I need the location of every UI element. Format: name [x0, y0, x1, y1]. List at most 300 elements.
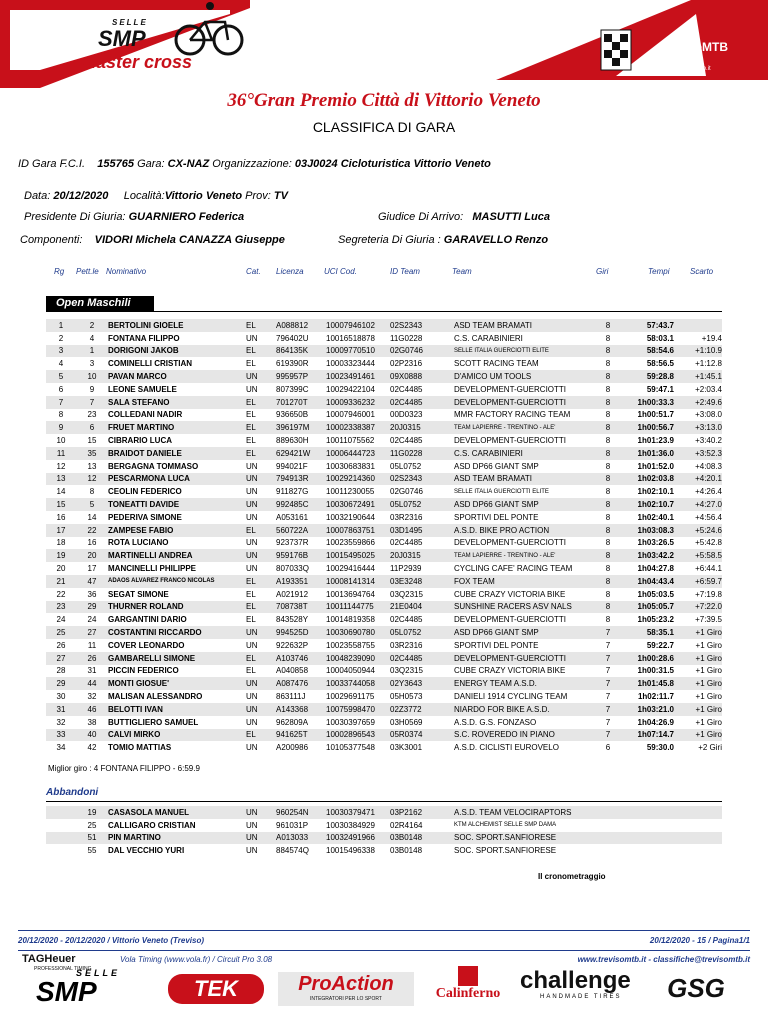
- footer-divider-top: [18, 930, 750, 931]
- cell-gap: +7:39.5: [695, 615, 722, 625]
- cell-license: 995957P: [276, 370, 326, 383]
- sponsor-tek: TEK: [168, 974, 264, 1004]
- cell-uci-code: 10002896543: [326, 729, 390, 742]
- cell-rank: 14: [56, 487, 66, 497]
- cell-time: 1h02:03.8: [620, 473, 674, 486]
- cell-time: 1h00:28.6: [620, 652, 674, 665]
- cell-uci-code: 10007946102: [326, 319, 390, 332]
- result-row: [46, 370, 722, 383]
- result-row: [46, 345, 722, 358]
- cell-team: ASD DP66 GIANT SMP: [454, 626, 596, 639]
- cell-team: DEVELOPMENT-GUERCIOTTI: [454, 384, 567, 394]
- cell-name: BRAIDOT DANIELE: [108, 447, 246, 460]
- cell-team: SUNSHINE RACERS ASV NALS: [454, 601, 596, 614]
- cell-team-id: 02G0746: [390, 345, 454, 358]
- cell-license: 796402U: [276, 333, 309, 343]
- cell-team-id: 02Z3772: [390, 703, 454, 716]
- id-gara-label: ID Gara F.C.I.: [18, 158, 86, 170]
- cell-cat: UN: [246, 846, 258, 856]
- gara-value: CX-NAZ: [167, 158, 210, 170]
- cell-license: 994021F: [276, 461, 308, 471]
- cell-cat: EL: [246, 652, 276, 665]
- cell-rank: 23: [46, 601, 76, 614]
- cell-team-id: 09X0888: [390, 370, 454, 383]
- result-row: [46, 460, 722, 473]
- cell-cat: EL: [246, 589, 256, 599]
- cell-laps: 8: [605, 359, 611, 369]
- cell-time: 1h02:10.1: [637, 487, 674, 497]
- cell-bib: 7: [76, 396, 108, 409]
- cell-team-id: 11P2939: [390, 564, 422, 574]
- cell-team: DEVELOPMENT-GUERCIOTTI: [454, 436, 567, 446]
- cell-time: 58:35.1: [620, 626, 674, 639]
- cell-laps: 8: [596, 421, 620, 434]
- result-row: [46, 537, 722, 550]
- col-nominativo: Nominativo: [106, 267, 147, 276]
- cell-bib: 2: [76, 319, 108, 332]
- cell-team: DEVELOPMENT-GUERCIOTTI: [454, 396, 596, 409]
- cell-name: ZAMPESE FABIO: [108, 524, 246, 537]
- cell-uci-code: 10009336232: [326, 396, 390, 409]
- cell-laps: 8: [605, 538, 611, 548]
- cell-cat: EL: [246, 345, 276, 358]
- cell-time: 1h07:14.7: [620, 729, 674, 742]
- cell-time: 1h00:33.3: [620, 396, 674, 409]
- cell-team: A.S.D. TEAM VELOCIRAPTORS: [454, 806, 596, 819]
- abbandono-row: [46, 819, 722, 832]
- cell-time: 59:47.1: [646, 384, 674, 394]
- cell-cat: EL: [246, 436, 256, 446]
- cell-license: 560722A: [276, 524, 326, 537]
- cell-gap: +4:20.1: [674, 473, 722, 486]
- cell-license: A088812: [276, 319, 326, 332]
- cell-rank: [46, 806, 76, 819]
- cell-name: MANCINELLI PHILIPPE: [108, 564, 197, 574]
- cell-time: 1h03:26.5: [637, 538, 674, 548]
- cell-license: 619390R: [276, 359, 309, 369]
- logo-selle-text: SELLE: [112, 18, 148, 27]
- cell-bib: 14: [87, 512, 97, 522]
- cell-bib: 16: [87, 538, 97, 548]
- cell-bib: 15: [87, 436, 97, 446]
- cell-license: 960254N: [276, 806, 326, 819]
- cell-license: A013033: [276, 832, 326, 845]
- cell-uci-code: 10004050944: [326, 666, 375, 676]
- cell-gap: [674, 844, 722, 857]
- cell-gap: +1 Giro: [695, 666, 722, 676]
- cell-cat: EL: [246, 729, 276, 742]
- cell-bib: 35: [76, 447, 108, 460]
- footer-divider-bottom: [18, 950, 750, 951]
- cell-bib: 42: [87, 743, 97, 753]
- cell-uci-code: 10030690780: [326, 626, 390, 639]
- cell-laps: [596, 819, 620, 832]
- cell-name: CALLIGARO CRISTIAN: [108, 820, 196, 830]
- result-row: [46, 511, 722, 524]
- cell-uci-code: 10015495025: [326, 549, 390, 562]
- cell-team: CUBE CRAZY VICTORIA BIKE: [454, 666, 566, 676]
- sponsor-challenge: [520, 968, 650, 1008]
- cell-gap: +1 Giro: [674, 626, 722, 639]
- cell-team-id: 00D0323: [390, 410, 423, 420]
- best-lap: Miglior giro : 4 FONTANA FILIPPO - 6:59.9: [48, 764, 200, 773]
- sponsor-calinferno: [422, 966, 514, 1008]
- cell-license: A200986: [276, 743, 309, 753]
- cell-bib: 23: [87, 410, 97, 420]
- localita-label: Località:: [123, 190, 165, 202]
- cell-bib: 46: [76, 703, 108, 716]
- cell-rank: 2: [58, 333, 64, 343]
- cell-uci-code: 10023559866: [326, 538, 375, 548]
- page-subtitle: CLASSIFICA DI GARA: [312, 119, 456, 135]
- cell-rank: 7: [46, 396, 76, 409]
- cell-license: 708738T: [276, 601, 326, 614]
- cell-cat: UN: [246, 384, 258, 394]
- cell-cat: UN: [246, 677, 276, 690]
- cell-rank: 3: [46, 345, 76, 358]
- cell-laps: 8: [605, 615, 611, 625]
- cell-bib: 51: [76, 832, 108, 845]
- cell-rank: 24: [56, 615, 66, 625]
- cell-rank: 19: [46, 549, 76, 562]
- cell-license: 994525D: [276, 626, 326, 639]
- result-row: [46, 485, 722, 498]
- cell-bib: 24: [87, 615, 97, 625]
- cell-gap: +1:45.1: [674, 370, 722, 383]
- cell-gap: +4:26.4: [695, 487, 722, 497]
- cell-time: [620, 806, 674, 819]
- cell-cat: UN: [246, 549, 276, 562]
- cell-rank: 33: [46, 729, 76, 742]
- cell-laps: 8: [596, 549, 620, 562]
- cell-name: ROTA LUCIANO: [108, 538, 169, 548]
- cell-gap: +2:49.6: [674, 396, 722, 409]
- sponsor-proaction-text: ProAction: [298, 973, 394, 995]
- cell-name: MALISAN ALESSANDRO: [108, 692, 203, 701]
- cell-uci-code: 10048239090: [326, 652, 390, 665]
- abbandono-row: [46, 844, 722, 857]
- cell-bib: 17: [87, 564, 97, 574]
- cell-team: A.S.D. CICLISTI EUROVELO: [454, 743, 559, 753]
- result-row: [46, 741, 722, 754]
- cell-time: 1h03:21.0: [620, 703, 674, 716]
- cell-time: 1h00:56.7: [620, 421, 674, 434]
- cell-rank: 29: [46, 677, 76, 690]
- cell-license: 962809A: [276, 717, 309, 727]
- cell-team: DEVELOPMENT-GUERCIOTTI: [454, 538, 567, 548]
- cell-rank: [46, 819, 76, 832]
- cell-bib: 47: [76, 575, 108, 588]
- cell-name: FRUET MARTINO: [108, 421, 246, 434]
- sponsor-proaction-sub: INTEGRATORI PER LO SPORT: [310, 996, 382, 1002]
- cell-bib: 31: [87, 666, 97, 676]
- cell-name: GAMBARELLI SIMONE: [108, 652, 246, 665]
- cell-gap: [674, 819, 722, 832]
- cell-license: A103746: [276, 652, 326, 665]
- footer-timing: Vola Timing (www.vola.fr) / Circuit Pro 3.08: [120, 955, 273, 964]
- cell-laps: 8: [596, 498, 620, 511]
- cell-license: 889630H: [276, 436, 309, 446]
- abbandoni-title: Abbandoni: [46, 787, 99, 798]
- cell-uci-code: 10075998470: [326, 703, 390, 716]
- cell-uci-code: 10011075562: [326, 436, 375, 446]
- category-title: Open Maschili: [46, 296, 154, 311]
- cell-gap: +1 Giro: [695, 692, 722, 701]
- cell-team-id: 02P2316: [390, 359, 423, 369]
- cell-gap: +1 Giro: [674, 703, 722, 716]
- cell-gap: +5:58.5: [674, 549, 722, 562]
- cell-gap: +7:22.0: [674, 601, 722, 614]
- cell-cat: EL: [246, 666, 256, 676]
- cell-time: 1h05:03.5: [637, 589, 674, 599]
- cell-team-id: 03B0148: [390, 846, 423, 856]
- cell-rank: 31: [46, 703, 76, 716]
- cell-license: 629421W: [276, 447, 326, 460]
- cell-license: 864135K: [276, 345, 326, 358]
- cell-time: 58:56.5: [646, 359, 674, 369]
- cell-name: PEDERIVA SIMONE: [108, 512, 182, 522]
- cell-team: DANIELI 1914 CYCLING TEAM: [454, 692, 568, 701]
- cell-time: 1h02:10.7: [620, 498, 674, 511]
- cell-name: PAVAN MARCO: [108, 370, 246, 383]
- cell-team-id: 03D1495: [390, 524, 454, 537]
- cell-time: [620, 832, 674, 845]
- cell-cat: UN: [246, 806, 276, 819]
- sponsor-smp-text: SMP: [36, 976, 97, 1007]
- result-row: [46, 562, 722, 575]
- cell-name: BELOTTI IVAN: [108, 703, 246, 716]
- cell-bib: 20: [76, 549, 108, 562]
- cell-team: SPORTIVI DEL PONTE: [454, 640, 539, 650]
- result-row: [46, 639, 722, 652]
- result-row: [46, 652, 722, 665]
- cell-team-id: 02C4485: [390, 652, 454, 665]
- cell-uci-code: 10030379471: [326, 806, 390, 819]
- cell-team: ENERGY TEAM A.S.D.: [454, 677, 596, 690]
- logo-master-cross-text: master cross: [80, 52, 193, 72]
- result-row: [46, 524, 722, 537]
- cell-uci-code: 10029416444: [326, 564, 375, 574]
- cell-name: ADAOS ALVAREZ FRANCO NICOLAS: [108, 575, 246, 588]
- cell-gap: +2:03.4: [695, 384, 722, 394]
- cell-rank: 25: [46, 626, 76, 639]
- giudice-label: Giudice Di Arrivo:: [378, 211, 464, 223]
- cell-time: 1h03:08.3: [620, 524, 674, 537]
- result-row: [46, 383, 722, 396]
- cell-team-id: 03Q2315: [390, 589, 423, 599]
- cell-gap: +5:42.8: [695, 538, 722, 548]
- cell-gap: +3:52.3: [674, 447, 722, 460]
- cell-name: COVER LEONARDO: [108, 640, 185, 650]
- cell-license: 959176B: [276, 549, 326, 562]
- abbandono-row: [46, 806, 722, 819]
- cell-team-id: 03K3001: [390, 743, 423, 753]
- cell-license: A021912: [276, 589, 309, 599]
- cell-rank: 34: [56, 743, 66, 753]
- cell-uci-code: 10011144775: [326, 601, 390, 614]
- cell-team-id: 05R0374: [390, 729, 454, 742]
- cell-laps: 8: [596, 473, 620, 486]
- result-row: [46, 575, 722, 588]
- cell-cat: UN: [246, 564, 258, 574]
- cell-uci-code: 10030384929: [326, 820, 375, 830]
- cell-rank: 17: [46, 524, 76, 537]
- cell-license: A087476: [276, 677, 326, 690]
- cell-gap: +2 Giri: [698, 743, 722, 753]
- cell-cat: UN: [246, 473, 276, 486]
- sponsor-proaction: [278, 972, 414, 1006]
- org-label: Organizzazione:: [212, 158, 292, 170]
- cell-gap: [674, 832, 722, 845]
- cell-team: C.S. CARABINIERI: [454, 447, 596, 460]
- result-row: [46, 447, 722, 460]
- cell-uci-code: 10014819358: [326, 615, 375, 625]
- cell-team: S.C. ROVEREDO IN PIANO: [454, 729, 596, 742]
- cell-gap: +1 Giro: [674, 652, 722, 665]
- cell-time: 1h02:11.7: [637, 692, 674, 701]
- cell-team-id: 03B0148: [390, 832, 454, 845]
- cell-uci-code: 10033744058: [326, 677, 390, 690]
- componenti-label: Componenti:: [20, 234, 83, 246]
- result-row: [46, 613, 722, 626]
- trevisomtb-logo-url: www.trevisomtb.it: [664, 66, 711, 72]
- cell-name: PIN MARTINO: [108, 832, 246, 845]
- cell-uci-code: 10002338387: [326, 421, 390, 434]
- cell-bib: 38: [87, 717, 97, 727]
- results-table: [46, 319, 722, 754]
- cell-cat: UN: [246, 370, 276, 383]
- sponsor-gsg: GSG: [667, 973, 725, 1003]
- cell-cat: UN: [246, 626, 276, 639]
- cell-team: ASD DP66 GIANT SMP: [454, 498, 596, 511]
- cell-gap: [674, 319, 722, 332]
- componenti-line: [20, 234, 285, 246]
- cell-team-id: 03R2316: [390, 640, 423, 650]
- cell-bib: 12: [76, 473, 108, 486]
- cell-team: D'AMICO UM TOOLS: [454, 370, 596, 383]
- cell-name: LEONE SAMUELE: [108, 384, 177, 394]
- cell-rank: 28: [56, 666, 66, 676]
- cell-rank: 16: [56, 512, 66, 522]
- cell-time: 1h00:51.7: [637, 410, 674, 420]
- cell-laps: 8: [605, 564, 611, 574]
- result-row: [46, 396, 722, 409]
- cell-team: SOC. SPORT.SANFIORESE: [454, 846, 557, 856]
- cell-laps: 8: [605, 410, 611, 420]
- cell-rank: 30: [56, 692, 66, 701]
- col-pett: Pett.le: [76, 267, 99, 276]
- cell-team: CUBE CRAZY VICTORIA BIKE: [454, 589, 566, 599]
- cell-rank: 10: [56, 436, 66, 446]
- cell-cat: EL: [246, 319, 276, 332]
- cell-bib: 44: [76, 677, 108, 690]
- cell-team: FOX TEAM: [454, 575, 596, 588]
- cell-name: CIBRARIO LUCA: [108, 436, 172, 446]
- cell-bib: 3: [89, 359, 95, 369]
- result-row: [46, 677, 722, 690]
- cell-name: COMINELLI CRISTIAN: [108, 359, 192, 369]
- cell-cat: UN: [246, 820, 258, 830]
- result-row: [46, 690, 722, 703]
- cell-laps: 8: [605, 436, 611, 446]
- cell-team: MMR FACTORY RACING TEAM: [454, 410, 571, 420]
- localita-value: Vittorio Veneto: [164, 190, 243, 202]
- cell-uci-code: 10007946001: [326, 410, 375, 420]
- cell-uci-code: 10007863751: [326, 524, 390, 537]
- cell-license: 396197M: [276, 421, 326, 434]
- cell-bib: 22: [76, 524, 108, 537]
- cell-laps: 8: [605, 589, 611, 599]
- cell-name: MARTINELLI ANDREA: [108, 549, 246, 562]
- cell-rank: 8: [58, 410, 64, 420]
- cell-bib: 40: [76, 729, 108, 742]
- cell-rank: 6: [58, 384, 64, 394]
- cell-name: BERTOLINI GIOELE: [108, 319, 246, 332]
- cell-cat: UN: [246, 461, 258, 471]
- cell-cat: UN: [246, 743, 258, 753]
- cell-uci-code: 10023491461: [326, 370, 390, 383]
- cell-team-id: 11G0228: [390, 333, 423, 343]
- result-row: [46, 319, 722, 332]
- cell-laps: 8: [596, 319, 620, 332]
- cell-laps: 7: [596, 703, 620, 716]
- result-row: [46, 434, 722, 447]
- abbandoni-table: [46, 806, 722, 857]
- cell-team-id: 02C4485: [390, 384, 423, 394]
- calinferno-shield-icon: [458, 966, 478, 986]
- cell-license: 807033Q: [276, 564, 309, 574]
- cell-license: 941625T: [276, 729, 326, 742]
- result-row: [46, 498, 722, 511]
- cell-rank: 27: [46, 652, 76, 665]
- cell-gap: +1 Giro: [674, 677, 722, 690]
- cell-cat: EL: [246, 359, 256, 369]
- data-value: 20/12/2020: [53, 190, 109, 202]
- cell-name: DORIGONI JAKOB: [108, 345, 246, 358]
- result-row: [46, 549, 722, 562]
- cell-cat: EL: [246, 615, 256, 625]
- cell-license: 843528Y: [276, 615, 309, 625]
- cell-name: SEGAT SIMONE: [108, 589, 169, 599]
- cell-gap: +5:24.6: [674, 524, 722, 537]
- cell-cat: UN: [246, 498, 276, 511]
- cell-cat: UN: [246, 832, 276, 845]
- cell-cat: EL: [246, 447, 276, 460]
- cell-rank: 11: [46, 447, 76, 460]
- cell-team-id: 11G0228: [390, 447, 454, 460]
- race-id-line: [18, 158, 491, 170]
- cell-team-id: 02S2343: [390, 473, 454, 486]
- cell-laps: 7: [605, 692, 611, 701]
- cell-laps: 7: [596, 729, 620, 742]
- result-row: [46, 601, 722, 614]
- cell-rank: [46, 844, 76, 857]
- cell-team-id: 20J0315: [390, 549, 454, 562]
- col-idteam: ID Team: [390, 267, 420, 276]
- cell-uci-code: 10003323444: [326, 359, 375, 369]
- cell-team-id: 05L0752: [390, 461, 422, 471]
- id-gara-value: 155765: [97, 158, 134, 170]
- cell-uci-code: 10013694764: [326, 589, 375, 599]
- cell-team: A.S.D. G.S. FONZASO: [454, 717, 537, 727]
- result-row: [46, 332, 722, 345]
- cell-license: 911827G: [276, 487, 309, 497]
- cell-bib: 10: [76, 370, 108, 383]
- result-row: [46, 729, 722, 742]
- cell-rank: 13: [46, 473, 76, 486]
- cell-name: SALA STEFANO: [108, 396, 246, 409]
- cell-team-id: 05L0752: [390, 498, 454, 511]
